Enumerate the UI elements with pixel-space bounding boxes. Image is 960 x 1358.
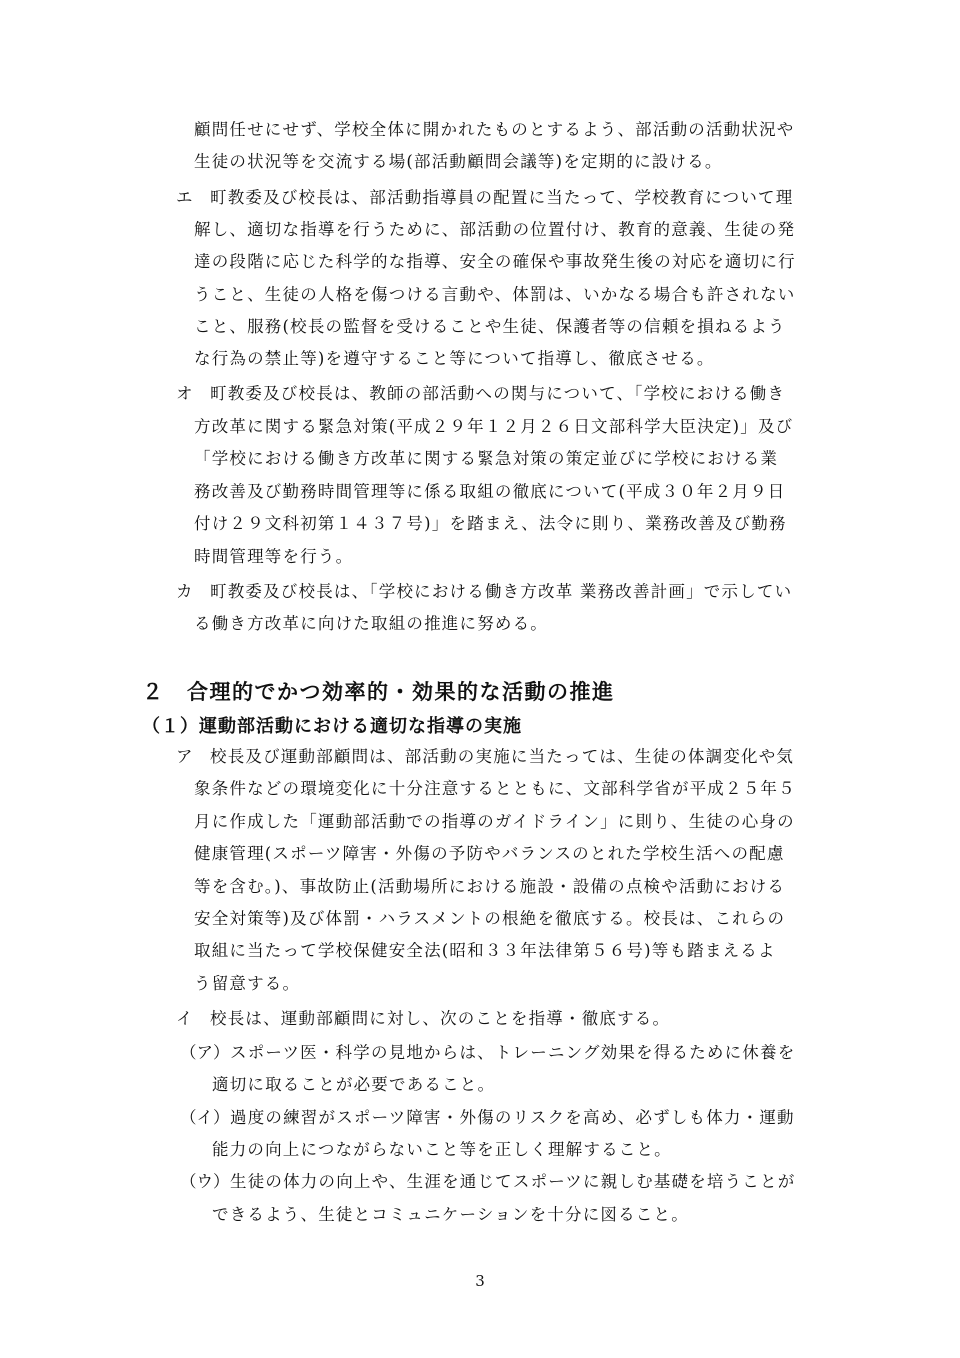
item-label: カ [176, 582, 193, 601]
text-line: 生徒の体力の向上や、生涯を通じてスポーツに親しむ基礎を培うことが [230, 1172, 796, 1191]
text-line: できるよう、生徒とコミュニケーションを十分に図ること。 [212, 1205, 689, 1224]
item-label: オ [176, 384, 193, 403]
text-line: 校長及び運動部顧問は、部活動の実施に当たっては、生徒の体調変化や気 [210, 747, 795, 766]
text-line: 適切に取ることが必要であること。 [212, 1075, 496, 1094]
text-line: うこと、生徒の人格を傷つける言動や、体罰は、いかなる場合も許されない [194, 285, 796, 304]
subitem-label: （ウ） [180, 1172, 230, 1191]
text-line: 等を含む。)、事故防止(活動場所における施設・設備の点検や活動における [194, 877, 786, 896]
text-line: 町教委及び校長は、部活動指導員の配置に当たって、学校教育について理 [210, 188, 794, 207]
subitem-label: （ア） [180, 1043, 230, 1062]
text-line: 「学校における働き方改革に関する緊急対策の策定並びに学校における業 [194, 449, 779, 468]
text-line: こと、服務(校長の監督を受けることや生徒、保護者等の信頼を損ねるよう [194, 317, 786, 336]
text-line: 顧問任せにせず、学校全体に開かれたものとするよう、部活動の活動状況や [194, 120, 795, 139]
text-line: 付け２９文科初第１４３７号)」を踏まえ、法令に則り、業務改善及び勤務 [194, 514, 787, 533]
text-line: な行為の禁止等)を遵守すること等について指導し、徹底させる。 [194, 349, 715, 368]
text-line: 安全対策等)及び体罰・ハラスメントの根絶を徹底する。校長は、これらの [194, 909, 786, 928]
subitem-label: （イ） [180, 1108, 230, 1127]
text-line: 達の段階に応じた科学的な指導、安全の確保や事故発生後の対応を適切に行 [194, 252, 796, 271]
text-line: スポーツ医・科学の見地からは、トレーニング効果を得るために休養を [230, 1043, 796, 1062]
text-line: 校長は、運動部顧問に対し、次のことを指導・徹底する。 [210, 1009, 671, 1028]
text-line: 取組に当たって学校保健安全法(昭和３３年法律第５６号)等も踏まえるよ [194, 941, 776, 960]
text-line: 町教委及び校長は、教師の部活動への関与について、「学校における働き [210, 384, 786, 403]
text-line: 健康管理(スポーツ障害・外傷の予防やバランスのとれた学校生活への配慮 [194, 844, 785, 863]
text-line: 町教委及び校長は、「学校における働き方改革 業務改善計画」で示してい [210, 582, 793, 601]
text-line: 解し、適切な指導を行うために、部活動の位置付け、教育的意義、生徒の発 [194, 220, 796, 239]
text-line: 方改革に関する緊急対策(平成２９年１２月２６日文部科学大臣決定)」及び [194, 417, 794, 436]
text-line: 過度の練習がスポーツ障害・外傷のリスクを高め、必ずしも体力・運動 [230, 1108, 795, 1127]
text-line: る働き方改革に向けた取組の推進に努める。 [194, 614, 548, 633]
text-line: 象条件などの環境変化に十分注意するとともに、文部科学省が平成２５年５ [194, 779, 796, 798]
item-label: イ [176, 1009, 193, 1028]
subsection-heading: （１）運動部活動における適切な指導の実施 [142, 716, 522, 737]
text-line: 生徒の状況等を交流する場(部活動顧問会議等)を定期的に設ける。 [194, 152, 723, 171]
text-line: う留意する。 [194, 974, 301, 993]
text-line: 能力の向上につながらないこと等を正しく理解すること。 [212, 1140, 672, 1159]
text-line: 月に作成した「運動部活動での指導のガイドライン」に則り、生徒の心身の [194, 812, 795, 831]
text-line: 時間管理等を行う。 [194, 547, 354, 566]
item-label: ア [176, 747, 193, 766]
text-line: 務改善及び勤務時間管理等に係る取組の徹底について(平成３０年２月９日 [194, 482, 786, 501]
page-number: 3 [475, 1272, 485, 1290]
section-heading: ２ 合理的でかつ効率的・効果的な活動の推進 [142, 680, 615, 704]
item-label: エ [176, 188, 193, 207]
